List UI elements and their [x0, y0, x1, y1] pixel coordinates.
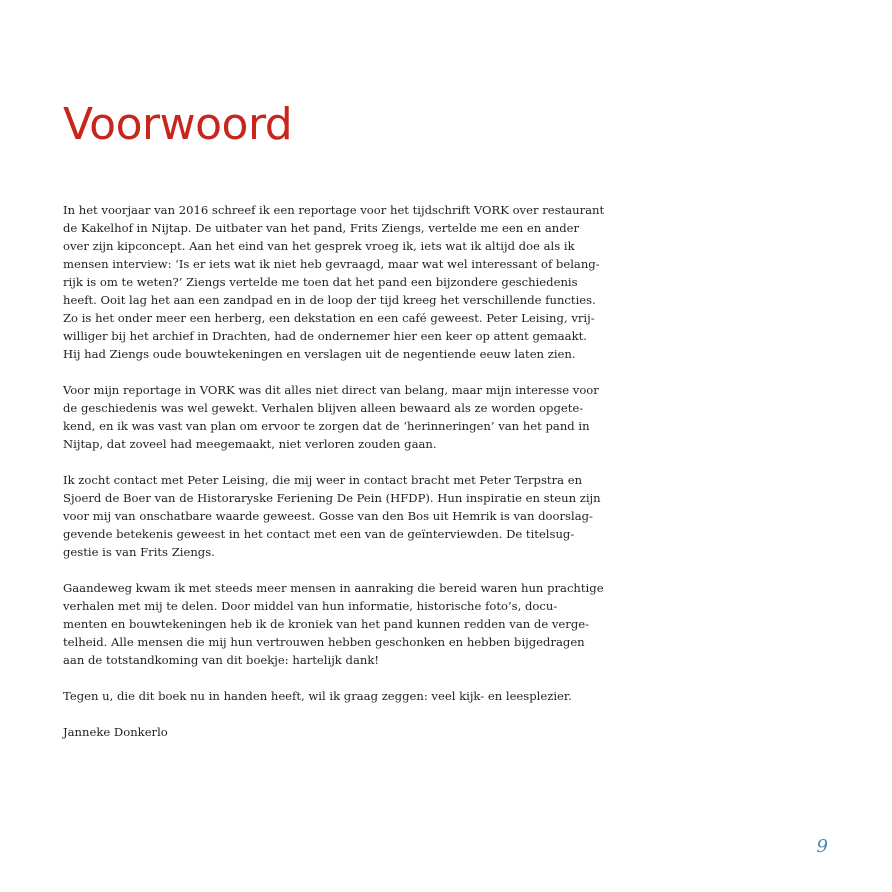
paragraph-4 [63, 579, 604, 669]
text-line: de geschiedenis was wel gewekt. Verhalen blijven alleen bewaard als ze worden opgete- [63, 401, 584, 415]
paragraph-5 [63, 687, 583, 705]
text-line: Tegen u, die dit boek nu in handen heeft, wil ik graag zeggen: veel kijk- en leesplezier. [63, 689, 572, 703]
text-line: gevende betekenis geweest in het contact met een van de geïnterviewden. De titelsug- [63, 527, 575, 541]
text-line: kend, en ik was vast van plan om ervoor te zorgen dat de ‘herinneringen’ van het pand in [63, 419, 590, 433]
text-line: In het voorjaar van 2016 schreef ik een reportage voor het tijdschrift VORK over restaurant [63, 203, 605, 217]
text-line: Ik zocht contact met Peter Leising, die mij weer in contact bracht met Peter Terpstra en [63, 473, 583, 487]
text-line: Zo is het onder meer een herberg, een dekstation en een café geweest. Peter Leising, vrij- [63, 311, 595, 325]
text-line: Sjoerd de Boer van de Historaryske Feriening De Pein (HFDP). Hun inspiratie en steun zijn [63, 491, 601, 505]
text-line: aan de totstandkoming van dit boekje: hartelijk dank! [63, 653, 380, 667]
text-line: heeft. Ooit lag het aan een zandpad en in de loop der tijd kreeg het verschillende functies. [63, 293, 596, 307]
text-line: telheid. Alle mensen die mij hun vertrouwen hebben geschonken en hebben bijgedragen [63, 635, 585, 649]
text-line: verhalen met mij te delen. Door middel van hun informatie, historische foto’s, docu- [63, 599, 558, 613]
text-line: over zijn kipconcept. Aan het eind van het gesprek vroeg ik, iets wat ik altijd doe als ik [63, 239, 575, 253]
text-line: de Kakelhof in Nijtap. De uitbater van het pand, Frits Ziengs, vertelde me een en ander [63, 221, 580, 235]
paragraph-3 [63, 471, 601, 561]
paragraph-2 [63, 381, 599, 453]
page-number: 9 [816, 836, 828, 857]
text-line: Hij had Ziengs oude bouwtekeningen en verslagen uit de negentiende eeuw laten zien. [63, 347, 576, 361]
text-line: voor mij van onschatbare waarde geweest. Gosse van den Bos uit Hemrik is van doorslag- [63, 509, 593, 523]
text-line: Nijtap, dat zoveel had meegemaakt, niet verloren zouden gaan. [63, 437, 437, 451]
text-line: rijk is om te weten?’ Ziengs vertelde me toen dat het pand een bijzondere geschiedenis [63, 275, 578, 289]
text-line: Voor mijn reportage in VORK was dit alles niet direct van belang, maar mijn interesse voor [63, 383, 599, 397]
page-title: Voorwoord [63, 99, 293, 150]
paragraph-1 [63, 201, 605, 363]
text-line: menten en bouwtekeningen heb ik de kroniek van het pand kunnen redden van de verge- [63, 617, 590, 631]
text-line: Gaandeweg kwam ik met steeds meer mensen in aanraking die bereid waren hun prachtige [63, 581, 604, 595]
text-line: williger bij het archief in Drachten, had de ondernemer hier een keer op attent gemaakt. [63, 329, 587, 343]
body-text [63, 201, 605, 741]
signature: Janneke Donkerlo [63, 725, 168, 739]
text-line: mensen interview: ‘Is er iets wat ik niet heb gevraagd, maar wat wel interessant of belang- [63, 257, 600, 271]
text-line: gestie is van Frits Ziengs. [63, 545, 215, 559]
